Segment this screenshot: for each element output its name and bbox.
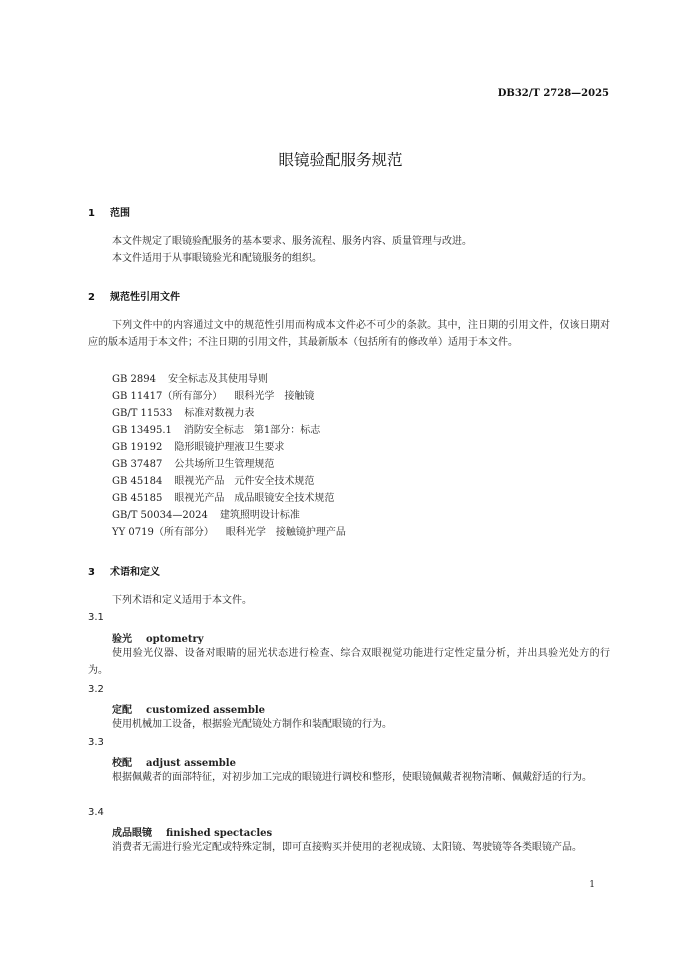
reference-title: 眼科光学 接触镜 — [234, 391, 315, 402]
reference-item — [112, 506, 300, 521]
reference-code: GB 19192 — [112, 442, 163, 453]
term-number: 3.3 — [88, 737, 104, 748]
term-en: finished spectacles — [166, 828, 273, 839]
reference-code: GB 2894 — [112, 374, 156, 385]
section-number: 3 — [88, 567, 95, 578]
reference-item — [112, 489, 334, 504]
section-number: 2 — [88, 292, 95, 303]
term-definition: 使用机械加工设备，根据验光配镜处方制作和装配眼镜的行为。 — [112, 719, 392, 730]
reference-code: GB 37487 — [112, 459, 163, 470]
reference-item — [112, 523, 346, 538]
term-number: 3.4 — [88, 807, 104, 818]
normative-references-intro: 下列文件中的内容通过文中的规范性引用而构成本文件必不可少的条款。其中，注日期的引用文件，仅该日期对应的版本适用于本文件；不注日期的引用文件，其最新版本（包括所有的修改单）适用于本文件。 — [88, 320, 610, 348]
section-1-heading — [88, 204, 130, 219]
term-heading — [112, 630, 204, 645]
reference-code: YY 0719（所有部分） — [112, 527, 214, 538]
term-zh: 成品眼镜 — [112, 828, 152, 839]
reference-item — [112, 404, 254, 419]
section-number: 1 — [88, 208, 95, 219]
term-number: 3.1 — [88, 612, 104, 623]
term-heading — [112, 701, 265, 716]
scope-paragraph-2: 本文件适用于从事眼镜验光和配镜服务的组织。 — [112, 253, 322, 264]
term-en: adjust assemble — [146, 758, 236, 769]
reference-title: 眼视光产品 成品眼镜安全技术规范 — [174, 493, 335, 504]
reference-title: 眼科光学 接触镜护理产品 — [225, 527, 346, 538]
reference-item — [112, 421, 320, 436]
reference-item — [112, 370, 268, 385]
reference-code: GB 11417（所有部分） — [112, 391, 223, 402]
section-2-heading — [88, 288, 180, 303]
reference-title: 安全标志及其使用导则 — [167, 374, 268, 385]
reference-code: GB/T 50034—2024 — [112, 510, 208, 521]
term-en: customized assemble — [146, 705, 266, 716]
section-title: 规范性引用文件 — [110, 292, 180, 303]
reference-code: GB/T 11533 — [112, 408, 173, 419]
reference-item — [112, 472, 314, 487]
section-3-heading — [88, 563, 160, 578]
term-zh: 定配 — [112, 705, 132, 716]
term-en: optometry — [146, 634, 204, 645]
reference-title: 消防安全标志 第1部分：标志 — [183, 425, 321, 436]
term-heading — [112, 754, 236, 769]
section-title: 范围 — [110, 208, 130, 219]
reference-item — [112, 438, 284, 453]
scope-paragraph-1: 本文件规定了眼镜验配服务的基本要求、服务流程、服务内容、质量管理与改进。 — [112, 236, 472, 247]
reference-title: 隐形眼镜护理液卫生要求 — [174, 442, 285, 453]
document-title: 眼镜验配服务规范 — [278, 151, 403, 169]
reference-code: GB 45185 — [112, 493, 163, 504]
term-zh: 校配 — [112, 758, 132, 769]
reference-code: GB 45184 — [112, 476, 163, 487]
reference-title: 标准对数视力表 — [184, 408, 255, 419]
reference-item — [112, 387, 314, 402]
term-heading — [112, 824, 272, 839]
term-number: 3.2 — [88, 684, 104, 695]
section-title: 术语和定义 — [110, 567, 160, 578]
reference-title: 公共场所卫生管理规范 — [174, 459, 275, 470]
page-number: 1 — [589, 880, 595, 890]
term-zh: 验光 — [112, 634, 132, 645]
reference-code: GB 13495.1 — [112, 425, 172, 436]
reference-title: 建筑照明设计标准 — [219, 510, 300, 521]
term-definition: 消费者无需进行验光定配或特殊定制，即可直接购买并使用的老视成镜、太阳镜、驾驶镜等各类眼镜产品。 — [112, 842, 582, 853]
standard-code: DB32/T 2728—2025 — [497, 88, 609, 99]
reference-item — [112, 455, 274, 470]
terms-intro: 下列术语和定义适用于本文件。 — [112, 595, 252, 606]
term-definition: 根据佩戴者的面部特征，对初步加工完成的眼镜进行调校和整形，使眼镜佩戴者视物清晰、佩戴舒适的行为。 — [112, 772, 592, 783]
term-definition: 使用验光仪器、设备对眼睛的屈光状态进行检查、综合双眼视觉功能进行定性定量分析，并出具验光处方的行为。 — [88, 648, 610, 676]
reference-title: 眼视光产品 元件安全技术规范 — [174, 476, 315, 487]
